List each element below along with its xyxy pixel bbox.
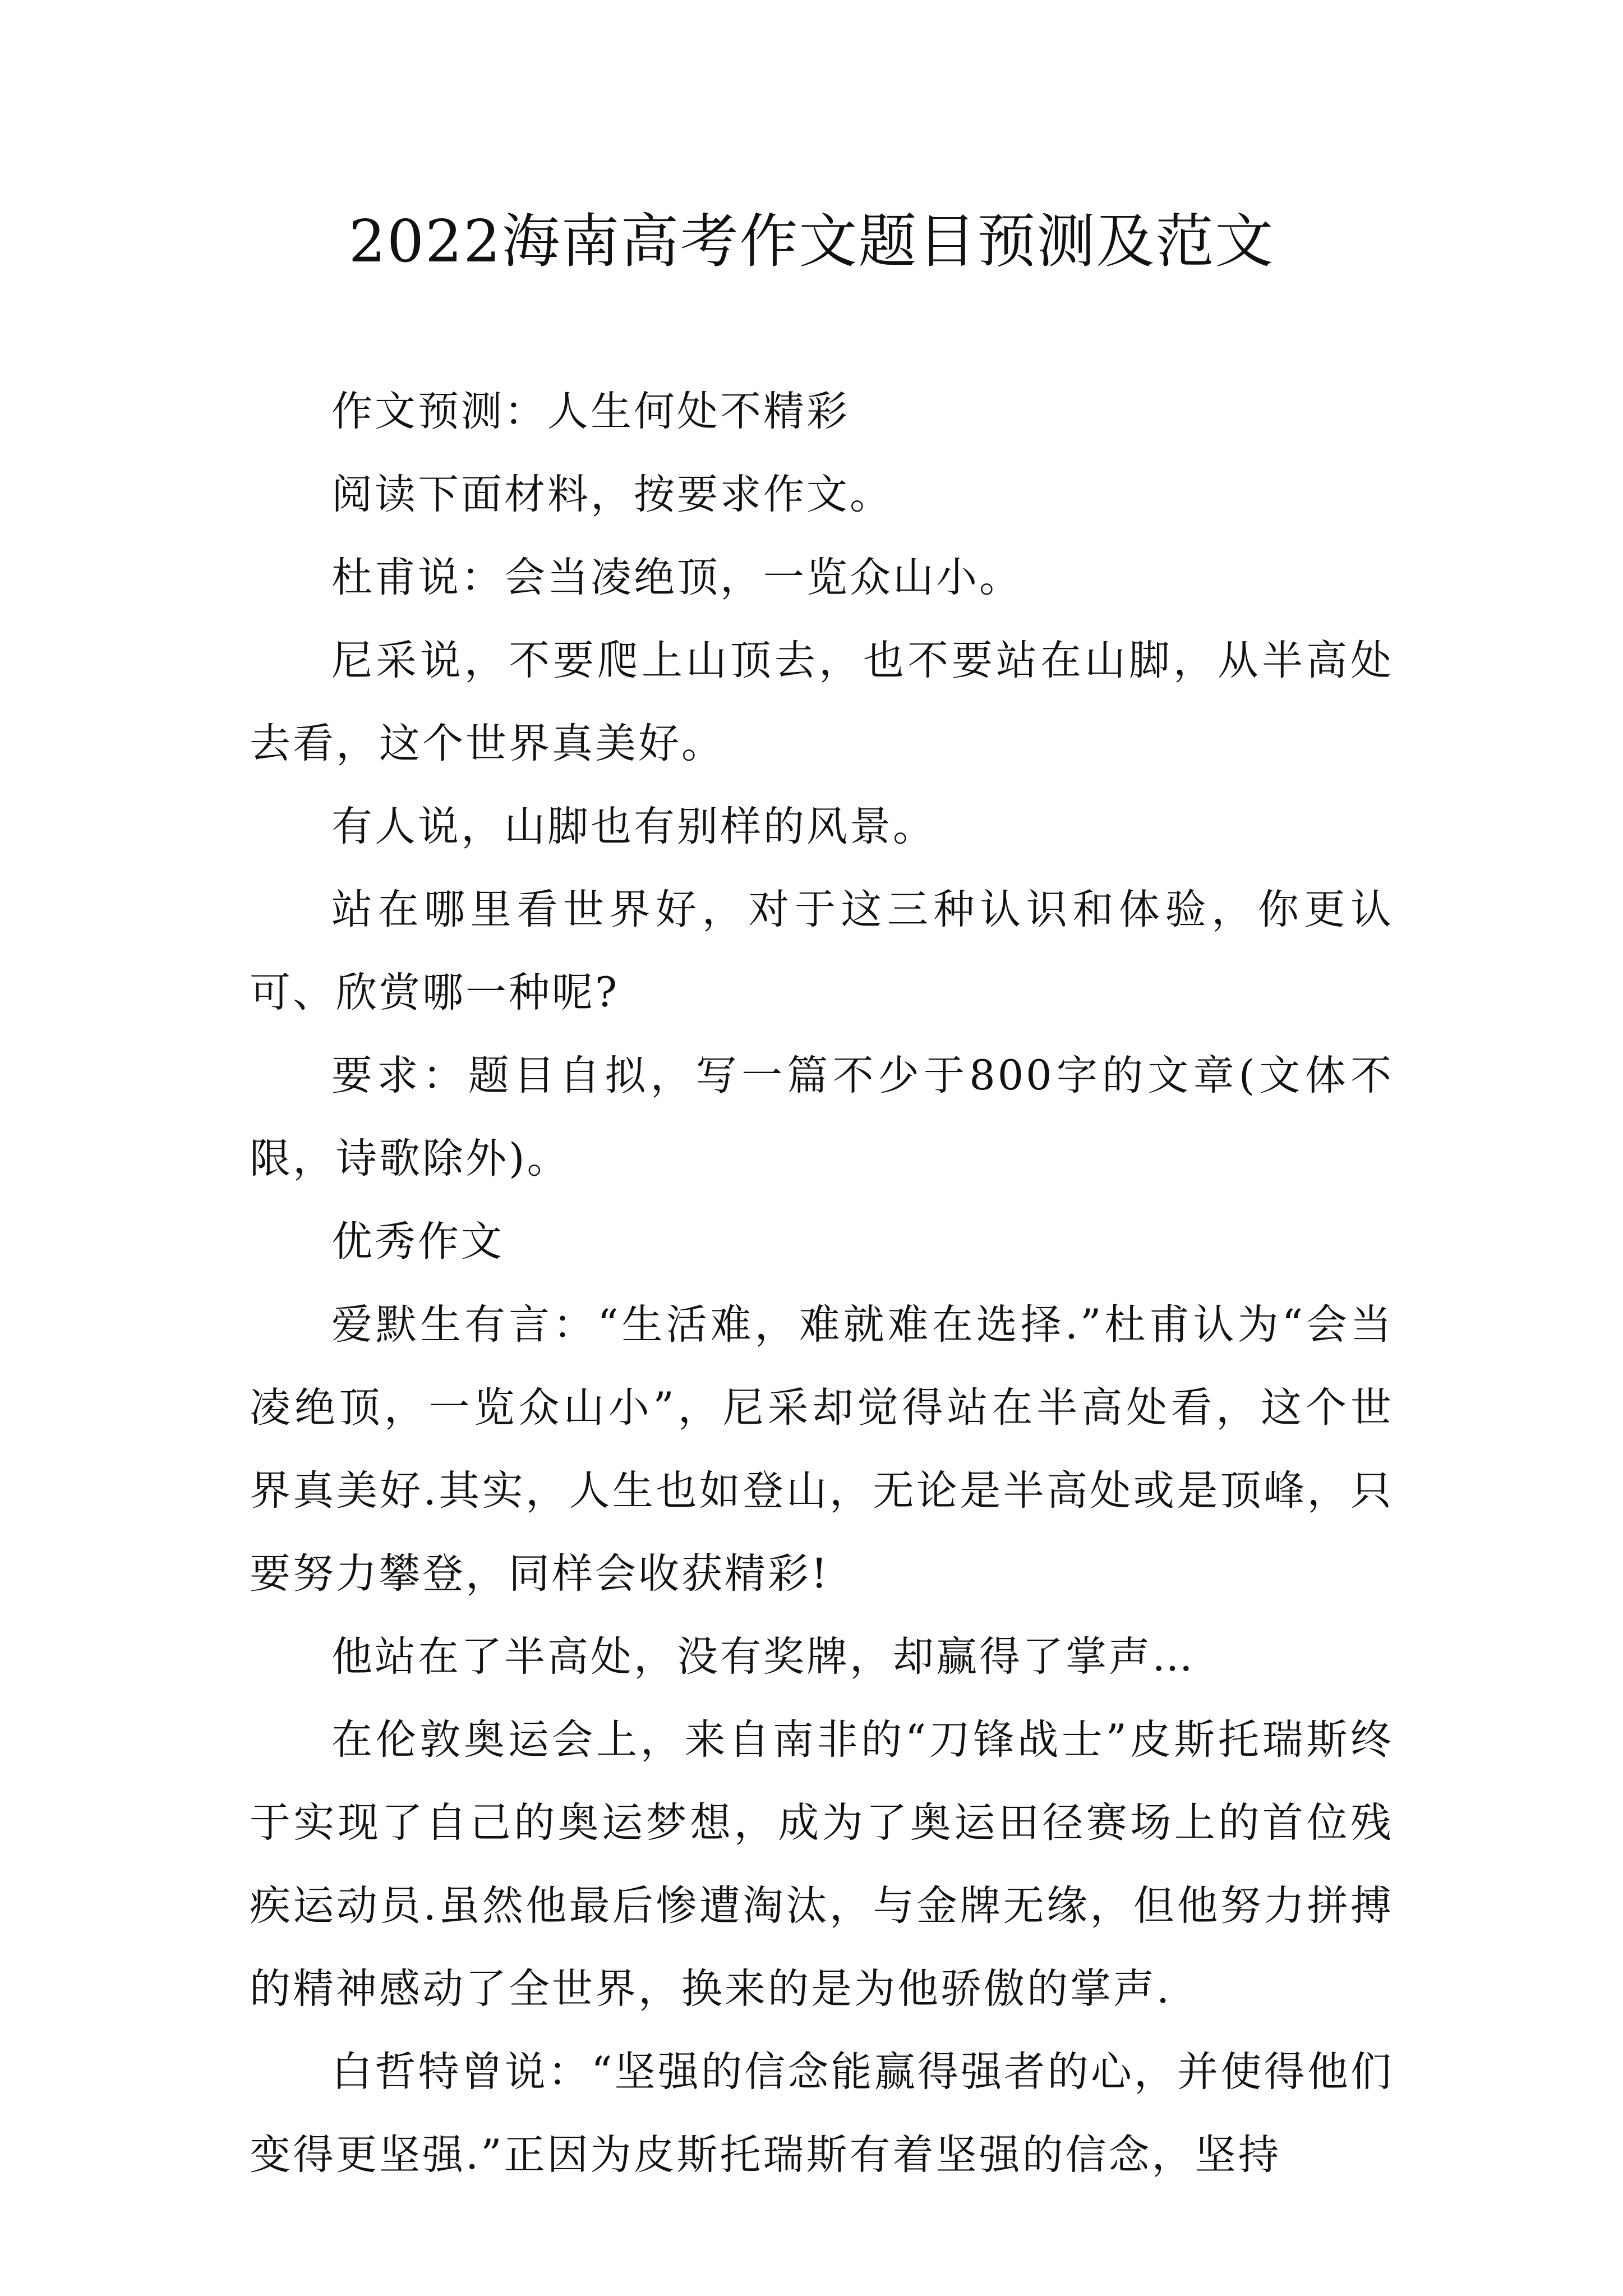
paragraph-nietzsche-quote: 尼采说，不要爬上山顶去，也不要站在山脚，从半高处去看，这个世界真美好。: [250, 637, 1394, 767]
paragraph-prediction-topic: 作文预测：人生何处不精彩: [331, 388, 850, 435]
paragraph-requirements: 要求：题目自拟，写一篇不少于800字的文章(文体不限，诗歌除外)。: [250, 1052, 1394, 1182]
paragraph-essay-example: 在伦敦奥运会上，来自南非的“刀锋战士”皮斯托瑞斯终于实现了自己的奥运梦想，成为了奥运田径赛场上的首位残疾运动员.虽然他最后惨遭淘汰，与金牌无缘，但他努力拼搏的精神感动了全世界，换来的是为他骄傲的掌声.: [250, 1716, 1394, 2013]
paragraph-excellent-essay-heading: 优秀作文: [331, 1218, 504, 1266]
paragraph-instruction: 阅读下面材料，按要求作文。: [331, 471, 893, 518]
paragraph-essay-point: 他站在了半高处，没有奖牌，却赢得了掌声…: [331, 1633, 1195, 1681]
document-title: 2022海南高考作文题目预测及范文: [348, 207, 1275, 275]
paragraph-essay-bagehot: 白哲特曾说：“坚强的信念能赢得强者的心，并使得他们变得更坚强.”正因为皮斯托瑞斯有着坚强的信念，坚持: [250, 2048, 1394, 2179]
document-body: [250, 370, 1394, 2197]
paragraph-du-fu-quote: 杜甫说：会当凌绝顶，一览众山小。: [331, 554, 1022, 601]
paragraph-someone-says: 有人说，山脚也有别样的风景。: [331, 803, 936, 850]
paragraph-question: 站在哪里看世界好，对于这三种认识和体验，你更认可、欣赏哪一种呢?: [250, 886, 1394, 1016]
paragraph-essay-intro: 爱默生有言：“生活难，难就难在选择.”杜甫认为“会当凌绝顶，一览众山小”，尼采却觉得站在半高处看，这个世界真美好.其实，人生也如登山，无论是半高处或是顶峰，只要努力攀登，同样会收获精彩!: [250, 1301, 1394, 1598]
